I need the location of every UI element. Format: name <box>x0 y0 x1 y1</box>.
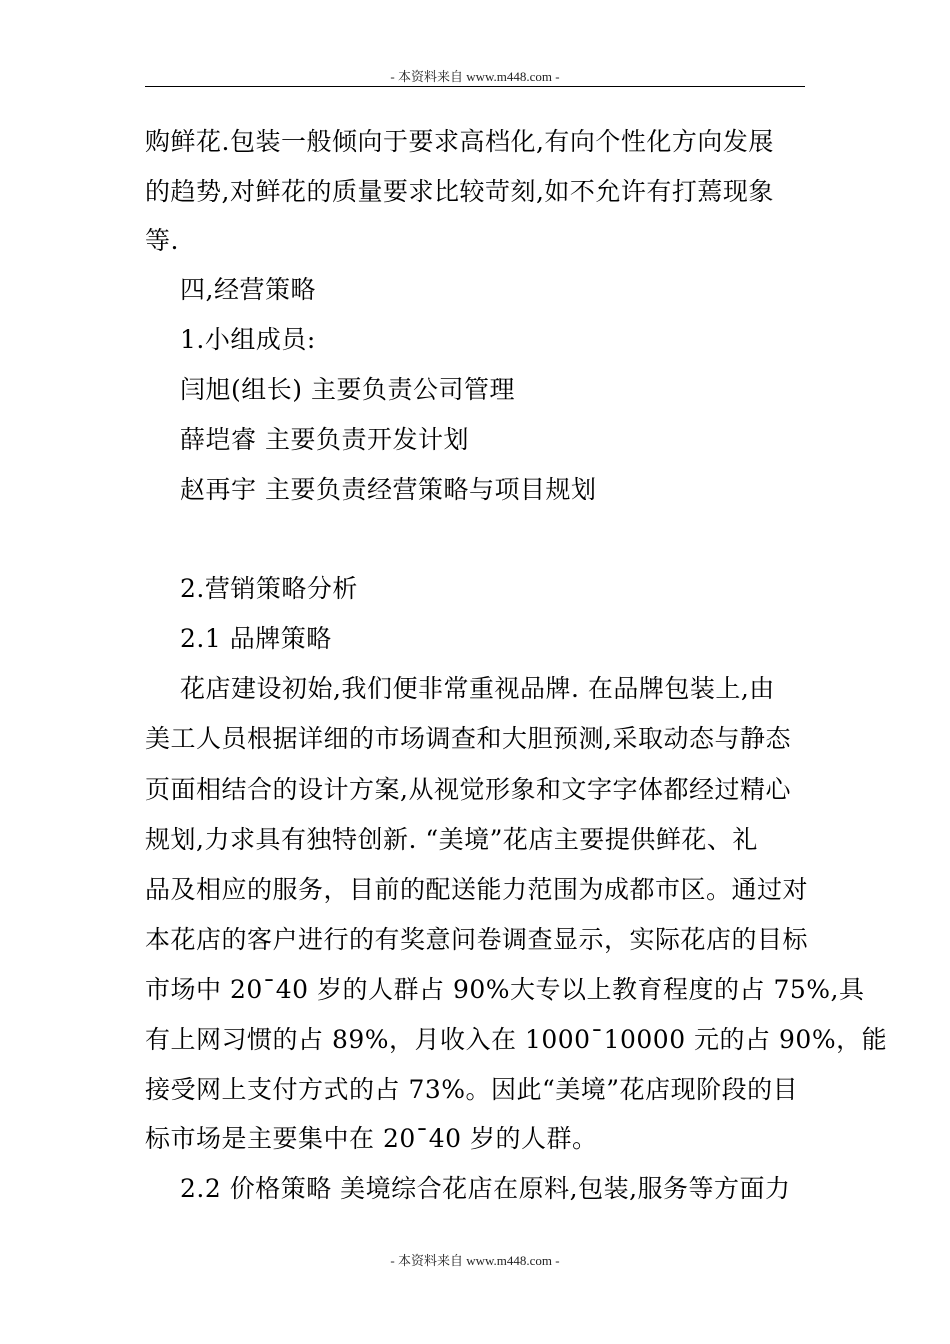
text-line: 品及相应的服务，目前的配送能力范围为成都市区。通过对 <box>145 875 809 904</box>
text-line: 赵再宇 主要负责经营策略与项目规划 <box>180 475 597 504</box>
text-line: 2.1 品牌策略 <box>180 624 332 653</box>
text-line: 标市场是主要集中在 20¯40 岁的人群。 <box>145 1124 598 1153</box>
text-line: 花店建设初始,我们便非常重视品牌. 在品牌包装上,由 <box>180 674 775 703</box>
text-line: 2.2 价格策略 美境综合花店在原料,包装,服务等方面力 <box>180 1174 791 1203</box>
text-line: 有上网习惯的占 89%，月收入在 1000¯10000 元的占 90%，能 <box>145 1025 888 1054</box>
text-line: 规划,力求具有独特创新. “美境”花店主要提供鲜花、礼 <box>145 825 758 854</box>
text-line: 的趋势,对鲜花的质量要求比较苛刻,如不允许有打蔫现象 <box>145 177 774 206</box>
page-header: - 本资料来自 www.m448.com - <box>390 69 560 84</box>
text-line: 购鲜花.包装一般倾向于要求高档化,有向个性化方向发展 <box>145 127 774 156</box>
text-line: 等. <box>145 226 179 255</box>
text-line: 四,经营策略 <box>180 275 316 304</box>
header-divider <box>145 86 805 87</box>
text-line: 页面相结合的设计方案,从视觉形象和文字字体都经过精心 <box>145 775 791 804</box>
page-footer: - 本资料来自 www.m448.com - <box>390 1253 560 1268</box>
text-line: 2.营销策略分析 <box>180 574 358 603</box>
text-line: 本花店的客户进行的有奖意问卷调查显示，实际花店的目标 <box>145 925 809 954</box>
text-line: 闫旭(组长) 主要负责公司管理 <box>180 375 515 404</box>
text-line: 薛垲睿 主要负责开发计划 <box>180 425 469 454</box>
text-line: 市场中 20¯40 岁的人群占 90%大专以上教育程度的占 75%,具 <box>145 975 865 1004</box>
text-line: 接受网上支付方式的占 73%。因此“美境”花店现阶段的目 <box>145 1075 799 1104</box>
text-line: 1.小组成员: <box>180 325 316 354</box>
text-line: 美工人员根据详细的市场调查和大胆预测,采取动态与静态 <box>145 724 791 753</box>
